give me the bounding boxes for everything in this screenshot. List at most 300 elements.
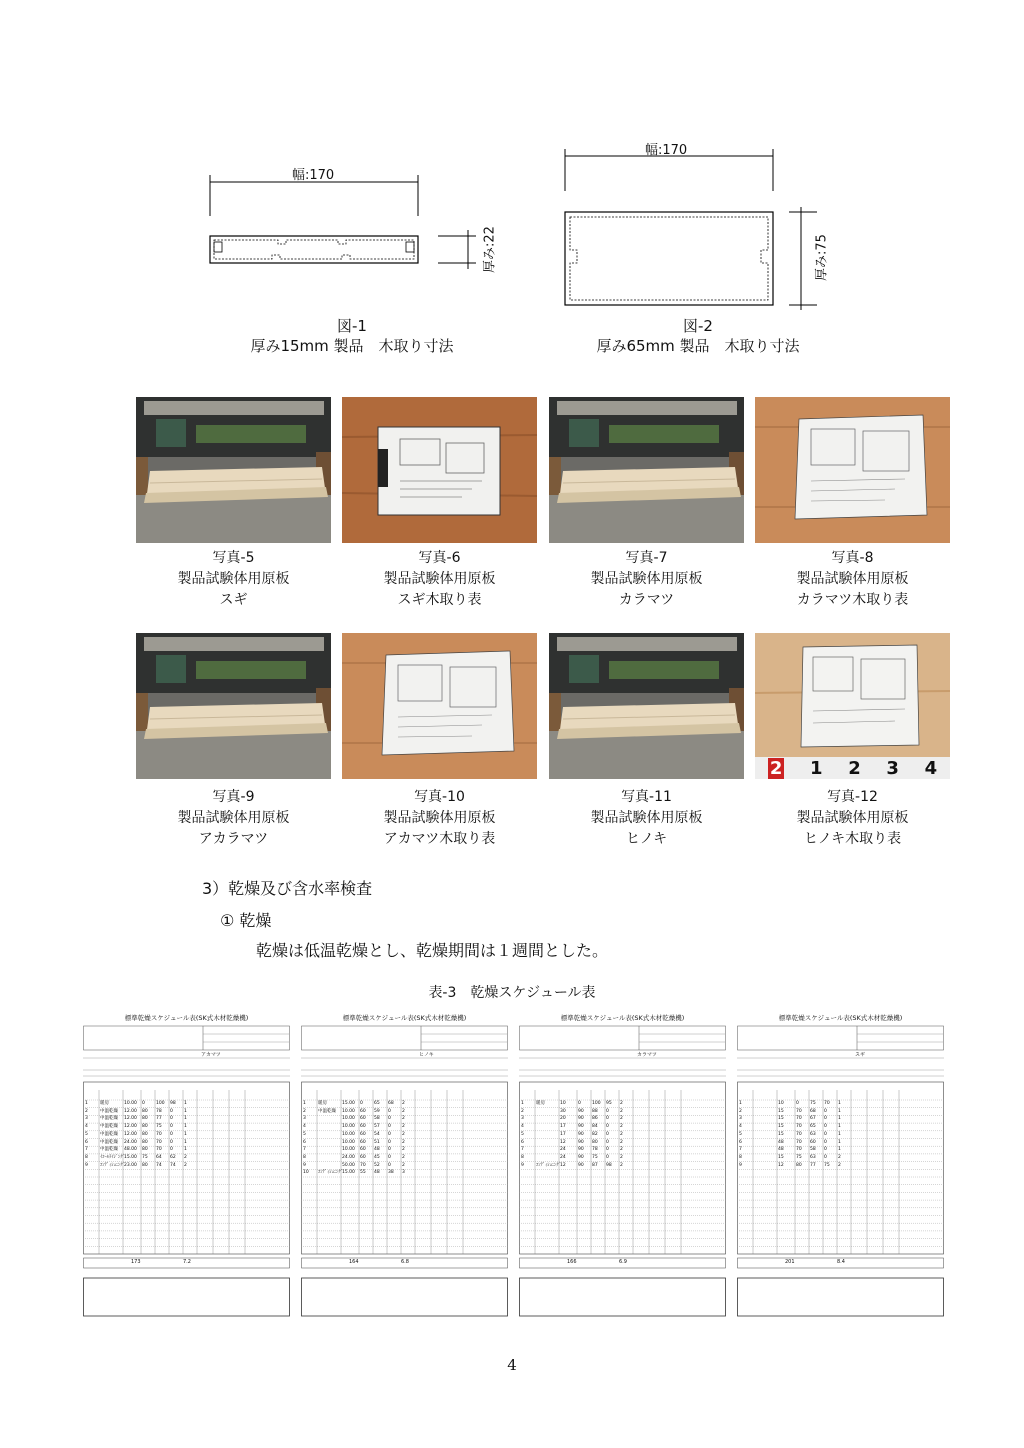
schedule-cell: 1 [184, 1147, 187, 1153]
schedule-cell: 1 [85, 1101, 88, 1106]
photo-caption-line1: 製品試験体用原板 [796, 810, 909, 826]
schedule-cell: 24 [560, 1154, 566, 1160]
schedule-cell: 2 [303, 1108, 306, 1114]
schedule-cell: 70 [796, 1108, 802, 1114]
schedule-cell: 5 [85, 1131, 88, 1137]
schedule-cell: 中温乾燥 [100, 1131, 118, 1137]
photo-caption-number: 写真-9 [212, 789, 255, 805]
schedule-cell: 2 [620, 1116, 623, 1122]
schedule-cell: 6 [303, 1139, 306, 1145]
schedule-cell: 30 [560, 1108, 566, 1114]
schedule-cell: 4 [521, 1124, 524, 1130]
schedule-cell: 90 [578, 1108, 584, 1114]
schedule-cell: 70 [796, 1116, 802, 1122]
photo-caption-line2: アカマツ木取り表 [383, 831, 496, 847]
schedule-cell: 0 [606, 1147, 609, 1153]
photo-caption-line1: 製品試験体用原板 [177, 810, 290, 826]
schedule-cell: 1 [838, 1101, 841, 1106]
schedule-cell: 57 [374, 1124, 380, 1130]
schedule-cell: 90 [578, 1116, 584, 1122]
schedule-cell: 2 [620, 1131, 623, 1137]
schedule-cell: 8 [303, 1154, 306, 1160]
section-heading: 3）乾燥及び含水率検査 [202, 879, 373, 898]
schedule-cell: 15 [778, 1116, 784, 1122]
schedule-cell: 0 [606, 1131, 609, 1137]
schedule-cell: 24.00 [124, 1139, 137, 1145]
schedule-cell: 80 [142, 1108, 148, 1114]
schedule-cell: 中温乾燥 [100, 1147, 118, 1153]
schedule-cell: 10.00 [342, 1147, 355, 1153]
photo-caption-number: 写真-5 [212, 550, 255, 566]
schedule-cell: 1 [521, 1101, 524, 1106]
photo-写真-11 [549, 633, 744, 779]
schedule-days: 6.9 [619, 1259, 627, 1265]
schedule-cell: 7 [739, 1147, 742, 1153]
schedule-cell: 7 [85, 1147, 88, 1153]
schedule-cell: 60 [360, 1154, 366, 1160]
schedule-cell: 暖房 [318, 1101, 327, 1106]
schedule-cell: 15 [778, 1131, 784, 1137]
photo-caption-line1: 製品試験体用原板 [590, 810, 703, 826]
schedule-cell: 0 [824, 1154, 827, 1160]
schedule-cell: 5 [521, 1131, 524, 1137]
figure-1-width-label: 幅:170 [292, 168, 335, 183]
schedule-cell: 80 [142, 1131, 148, 1137]
schedule-cell: 23.00 [124, 1162, 137, 1168]
schedule-cell: 70 [156, 1131, 162, 1137]
schedule-cell: 0 [388, 1139, 391, 1145]
schedule-cell: 1 [184, 1108, 187, 1114]
schedule-cell: 0 [388, 1108, 391, 1114]
schedule-cell: 0 [824, 1116, 827, 1122]
schedule-cell: 1 [184, 1116, 187, 1122]
schedule-cell: 10 [560, 1101, 566, 1106]
schedule-cell: 8 [739, 1154, 742, 1160]
schedule-cell: 1 [838, 1124, 841, 1130]
schedule-cell: 15 [778, 1124, 784, 1130]
photo-caption-line2: カラマツ木取り表 [796, 592, 909, 608]
schedule-cell: 78 [156, 1108, 162, 1114]
schedule-cell: 78 [592, 1147, 598, 1153]
schedule-cell: 15.00 [124, 1154, 137, 1160]
schedule-cell: 60 [360, 1124, 366, 1130]
photo-caption-number: 写真-6 [418, 550, 461, 566]
table-caption: 表-3 乾燥スケジュール表 [428, 985, 596, 1001]
schedule-cell: 24 [560, 1147, 566, 1153]
schedule-cell: 2 [838, 1162, 841, 1168]
schedule-cell: 77 [156, 1116, 162, 1122]
schedule-cell: 0 [170, 1108, 173, 1114]
photo-caption-number: 写真-10 [414, 789, 465, 805]
schedule-cell: 0 [606, 1139, 609, 1145]
schedule-cell: 0 [824, 1131, 827, 1137]
schedule-cell: 15 [778, 1154, 784, 1160]
schedule-cell: 10.00 [342, 1116, 355, 1122]
schedule-cell: 68 [388, 1101, 394, 1106]
schedule-cell: 100 [156, 1101, 165, 1106]
schedule-title: 標準乾燥スケジュール表(SK式木材乾燥機) [560, 1014, 685, 1022]
schedule-cell: 4 [85, 1124, 88, 1130]
schedule-cell: 1 [184, 1139, 187, 1145]
schedule-cell: 6 [85, 1139, 88, 1145]
schedule-cell: 90 [578, 1154, 584, 1160]
schedule-cell: 24.00 [342, 1154, 355, 1160]
tape-mark: 3 [886, 757, 899, 779]
schedule-cell: 17 [560, 1124, 566, 1130]
schedule-cell: 1 [184, 1124, 187, 1130]
schedule-cell: 80 [142, 1116, 148, 1122]
schedule-sheet [737, 1012, 944, 1318]
schedule-cell: 0 [388, 1162, 391, 1168]
schedule-cell: 48 [374, 1147, 380, 1153]
schedule-cell: 2 [402, 1101, 405, 1106]
schedule-cell: 60 [360, 1108, 366, 1114]
schedule-cell: 9 [739, 1162, 742, 1168]
schedule-cell: 12 [778, 1162, 784, 1168]
photo-写真-8 [755, 397, 950, 543]
schedule-total-hours: 164 [349, 1259, 359, 1265]
photo-caption-line1: 製品試験体用原板 [383, 571, 496, 587]
schedule-cell: 20 [560, 1116, 566, 1122]
photo-caption-line1: 製品試験体用原板 [383, 810, 496, 826]
schedule-cell: 48 [778, 1139, 784, 1145]
schedule-cell: 10.00 [342, 1108, 355, 1114]
schedule-cell: 0 [388, 1154, 391, 1160]
schedule-cell: 5 [739, 1131, 742, 1137]
schedule-cell: 80 [142, 1139, 148, 1145]
schedule-species: ヒノキ [419, 1052, 434, 1058]
schedule-cell: 48 [778, 1147, 784, 1153]
figure-1-number: 図-1 [337, 317, 367, 335]
schedule-cell: 12.00 [124, 1131, 137, 1137]
schedule-cell: 70 [796, 1124, 802, 1130]
schedule-cell: 75 [810, 1101, 816, 1106]
schedule-cell: 2 [402, 1116, 405, 1122]
schedule-cell: 2 [620, 1147, 623, 1153]
schedule-species: スギ [855, 1052, 866, 1058]
schedule-cell: 80 [592, 1139, 598, 1145]
figure-2-width-label: 幅:170 [645, 143, 688, 158]
photo-写真-9 [136, 633, 331, 779]
schedule-cell: 0 [170, 1131, 173, 1137]
schedule-cell: 59 [374, 1108, 380, 1114]
schedule-cell: 3 [521, 1116, 524, 1122]
schedule-cell: 84 [592, 1124, 598, 1130]
schedule-cell: 中温乾燥 [100, 1108, 118, 1114]
schedule-cell: 75 [824, 1162, 830, 1168]
figure-2-caption: 厚み65mm 製品 木取り寸法 [596, 337, 800, 355]
photo-caption-number: 写真-11 [621, 789, 672, 805]
tape-mark: 2 [848, 757, 861, 779]
schedule-cell: 52 [374, 1162, 380, 1168]
schedule-cell: 2 [620, 1101, 623, 1106]
schedule-species: アカマツ [201, 1052, 221, 1058]
schedule-cell: 1 [838, 1139, 841, 1145]
schedule-cell: 2 [620, 1108, 623, 1114]
schedule-cell: 6 [739, 1139, 742, 1145]
schedule-cell: 中温乾燥 [100, 1139, 118, 1145]
schedule-cell: 0 [388, 1116, 391, 1122]
schedule-cell: 80 [142, 1162, 148, 1168]
schedule-cell: 48.00 [124, 1147, 137, 1153]
photo-caption-line2: アカラマツ [198, 831, 269, 847]
schedule-cell: 3 [739, 1116, 742, 1122]
schedule-cell: 87 [592, 1162, 598, 1168]
schedule-total-hours: 201 [785, 1259, 795, 1265]
schedule-cell: 1 [838, 1131, 841, 1137]
schedule-cell: 2 [402, 1154, 405, 1160]
schedule-cell: 0 [824, 1147, 827, 1153]
schedule-cell: 2 [521, 1108, 524, 1114]
photo-caption [136, 787, 331, 850]
schedule-sheet [301, 1012, 508, 1318]
schedule-species: カラマツ [637, 1052, 657, 1058]
schedule-cell: 中温乾燥 [100, 1124, 118, 1130]
page-number: 4 [507, 1356, 517, 1374]
schedule-cell: 0 [824, 1124, 827, 1130]
schedule-cell: 0 [606, 1108, 609, 1114]
tape-mark: 2 [769, 757, 783, 779]
schedule-cell: 2 [620, 1162, 623, 1168]
schedule-cell: 15.00 [342, 1170, 355, 1176]
schedule-cell: 10 [303, 1170, 309, 1176]
schedule-cell: 15.00 [342, 1101, 355, 1106]
schedule-cell: 1 [184, 1131, 187, 1137]
schedule-cell: 10.00 [342, 1139, 355, 1145]
schedule-cell: 75 [796, 1154, 802, 1160]
schedule-cell: 88 [592, 1108, 598, 1114]
photo-caption-line2: スギ [219, 592, 248, 608]
schedule-cell: 64 [156, 1154, 162, 1160]
photo-caption [342, 548, 537, 611]
schedule-cell: ｲｺｰﾙﾗｲｼﾞﾝｸﾞ [100, 1154, 125, 1160]
photo-写真-12 [755, 633, 950, 779]
schedule-cell: 100 [592, 1101, 601, 1106]
schedule-cell: 9 [85, 1162, 88, 1168]
schedule-cell: 暖房 [100, 1101, 109, 1106]
schedule-cell: 0 [824, 1108, 827, 1114]
schedule-cell: 54 [374, 1131, 380, 1137]
schedule-cell: 95 [606, 1101, 612, 1106]
schedule-cell: 0 [388, 1124, 391, 1130]
schedule-cell: 10 [778, 1101, 784, 1106]
photo-caption-line1: 製品試験体用原板 [177, 571, 290, 587]
schedule-days: 6.8 [401, 1259, 409, 1265]
schedule-cell: 45 [374, 1154, 380, 1160]
schedule-cell: 10.00 [124, 1101, 137, 1106]
schedule-cell: ｺﾝﾃﾞｨｼｮﾆﾝｸﾞ [536, 1162, 561, 1168]
schedule-cell: 90 [578, 1124, 584, 1130]
photo-caption [549, 787, 744, 850]
schedule-title: 標準乾燥スケジュール表(SK式木材乾燥機) [778, 1014, 903, 1022]
schedule-cell: 65 [374, 1101, 380, 1106]
schedule-cell: 62 [170, 1154, 176, 1160]
photo-写真-7 [549, 397, 744, 543]
schedule-sheet [83, 1012, 290, 1318]
photo-写真-5 [136, 397, 331, 543]
schedule-cell: 3 [85, 1116, 88, 1122]
photo-caption-number: 写真-12 [827, 789, 878, 805]
schedule-cell: 77 [810, 1162, 816, 1168]
schedule-cell: 0 [606, 1116, 609, 1122]
schedule-title: 標準乾燥スケジュール表(SK式木材乾燥機) [342, 1014, 467, 1022]
schedule-cell: 80 [142, 1124, 148, 1130]
schedule-cell: 8 [85, 1154, 88, 1160]
schedule-cell: 17 [560, 1131, 566, 1137]
schedule-cell: 0 [360, 1101, 363, 1106]
schedule-cell: 0 [606, 1124, 609, 1130]
schedule-cell: 6 [521, 1139, 524, 1145]
schedule-cell: 80 [796, 1162, 802, 1168]
figure-1-drawing [200, 160, 520, 290]
schedule-cell: 2 [184, 1154, 187, 1160]
section-body: 乾燥は低温乾燥とし、乾燥期間は１週間とした。 [256, 941, 609, 960]
schedule-cell: 68 [810, 1108, 816, 1114]
schedule-cell: 86 [592, 1116, 598, 1122]
figure-2-drawing [555, 145, 835, 315]
schedule-cell: 98 [606, 1162, 612, 1168]
schedule-cell: 0 [388, 1147, 391, 1153]
schedule-cell: 1 [184, 1101, 187, 1106]
photo-caption-line2: カラマツ [618, 592, 675, 608]
schedule-cell: 65 [810, 1124, 816, 1130]
photo-caption-number: 写真-8 [831, 550, 874, 566]
figure-2-number: 図-2 [683, 317, 713, 335]
tape-mark: 1 [810, 757, 823, 779]
schedule-cell: 2 [739, 1108, 742, 1114]
schedule-cell: 12.00 [124, 1124, 137, 1130]
tape-mark: 4 [924, 757, 938, 779]
schedule-cell: 3 [402, 1170, 405, 1176]
schedule-cell: 60 [360, 1131, 366, 1137]
schedule-cell: 60 [360, 1139, 366, 1145]
schedule-cell: 70 [796, 1131, 802, 1137]
schedule-cell: 8 [521, 1154, 524, 1160]
schedule-cell: 38 [388, 1170, 394, 1176]
photo-caption-line1: 製品試験体用原板 [590, 571, 703, 587]
schedule-cell: 1 [739, 1101, 742, 1106]
schedule-cell: 中温乾燥 [100, 1116, 118, 1122]
schedule-cell: 2 [620, 1139, 623, 1145]
schedule-cell: 75 [142, 1154, 148, 1160]
schedule-cell: 75 [592, 1154, 598, 1160]
schedule-cell: 90 [578, 1131, 584, 1137]
photo-写真-6 [342, 397, 537, 543]
schedule-cell: 74 [156, 1162, 162, 1168]
photo-caption [755, 787, 950, 850]
photo-写真-10 [342, 633, 537, 779]
schedule-cell: 75 [156, 1124, 162, 1130]
schedule-cell: 2 [402, 1162, 405, 1168]
schedule-cell: 82 [592, 1131, 598, 1137]
schedule-cell: 中温乾燥 [318, 1108, 336, 1114]
schedule-cell: 0 [170, 1147, 173, 1153]
schedule-cell: 0 [796, 1101, 799, 1106]
schedule-cell: 7 [303, 1147, 306, 1153]
schedule-cell: 90 [578, 1139, 584, 1145]
schedule-cell: 63 [810, 1131, 816, 1137]
figure-2-thickness-label: 厚み:75 [814, 234, 830, 281]
schedule-cell: 2 [402, 1139, 405, 1145]
schedule-days: 7.2 [183, 1259, 191, 1265]
schedule-cell: 70 [156, 1139, 162, 1145]
schedule-cell: 98 [170, 1101, 176, 1106]
schedule-cell: 12 [560, 1139, 566, 1145]
schedule-cell: 51 [374, 1139, 380, 1145]
schedule-cell: 0 [142, 1101, 145, 1106]
schedule-cell: 12 [560, 1162, 566, 1168]
schedule-cell: 58 [374, 1116, 380, 1122]
schedule-total-hours: 173 [131, 1259, 141, 1265]
subsection-heading: ① 乾燥 [220, 911, 272, 930]
schedule-cell: 7 [521, 1147, 524, 1153]
schedule-cell: 2 [184, 1162, 187, 1168]
photo-caption [342, 787, 537, 850]
schedule-cell: 1 [303, 1101, 306, 1106]
schedule-cell: 70 [824, 1101, 830, 1106]
schedule-cell: 70 [796, 1147, 802, 1153]
schedule-cell: 90 [578, 1162, 584, 1168]
schedule-cell: 暖房 [536, 1101, 545, 1106]
photo-caption-line2: ヒノキ [625, 831, 668, 847]
schedule-cell: 9 [521, 1162, 524, 1168]
photo-caption [136, 548, 331, 611]
schedule-days: 8.4 [837, 1259, 845, 1265]
schedule-cell: 0 [388, 1131, 391, 1137]
schedule-cell: 4 [739, 1124, 742, 1130]
schedule-cell: 50.00 [342, 1162, 355, 1168]
schedule-cell: 48 [374, 1170, 380, 1176]
schedule-cell: 2 [402, 1108, 405, 1114]
schedule-cell: 74 [170, 1162, 176, 1168]
schedule-cell: 10.00 [342, 1124, 355, 1130]
schedule-cell: 0 [170, 1124, 173, 1130]
figure-1-thickness-label: 厚み:22 [482, 226, 498, 273]
schedule-cell: 63 [810, 1154, 816, 1160]
schedule-cell: 15 [778, 1108, 784, 1114]
schedule-cell: 0 [578, 1101, 581, 1106]
schedule-cell: 60 [360, 1116, 366, 1122]
schedule-cell: 1 [838, 1116, 841, 1122]
schedule-cell: 4 [303, 1124, 306, 1130]
schedule-cell: 0 [170, 1139, 173, 1145]
schedule-cell: 5 [303, 1131, 306, 1137]
schedule-cell: 60 [360, 1147, 366, 1153]
schedule-cell: 58 [810, 1147, 816, 1153]
schedule-sheet [519, 1012, 726, 1318]
schedule-cell: 67 [810, 1116, 816, 1122]
schedule-cell: 2 [620, 1154, 623, 1160]
figure-1-caption: 厚み15mm 製品 木取り寸法 [250, 337, 454, 355]
schedule-cell: 80 [142, 1147, 148, 1153]
schedule-cell: 2 [838, 1154, 841, 1160]
schedule-cell: 0 [170, 1116, 173, 1122]
schedule-cell: 10.00 [342, 1131, 355, 1137]
schedule-cell: 70 [156, 1147, 162, 1153]
schedule-cell: 12.00 [124, 1116, 137, 1122]
schedule-cell: 1 [838, 1108, 841, 1114]
schedule-cell: ｺﾝﾃﾞｨｼｮﾆﾝｸﾞ [100, 1162, 125, 1168]
schedule-cell: 60 [810, 1139, 816, 1145]
schedule-cell: 55 [360, 1170, 366, 1176]
measuring-tape [755, 757, 950, 779]
photo-caption [755, 548, 950, 611]
schedule-cell: 0 [824, 1139, 827, 1145]
schedule-cell: 0 [606, 1154, 609, 1160]
schedule-cell: 2 [402, 1147, 405, 1153]
photo-caption-line2: スギ木取り表 [397, 592, 482, 608]
schedule-cell: 9 [303, 1162, 306, 1168]
